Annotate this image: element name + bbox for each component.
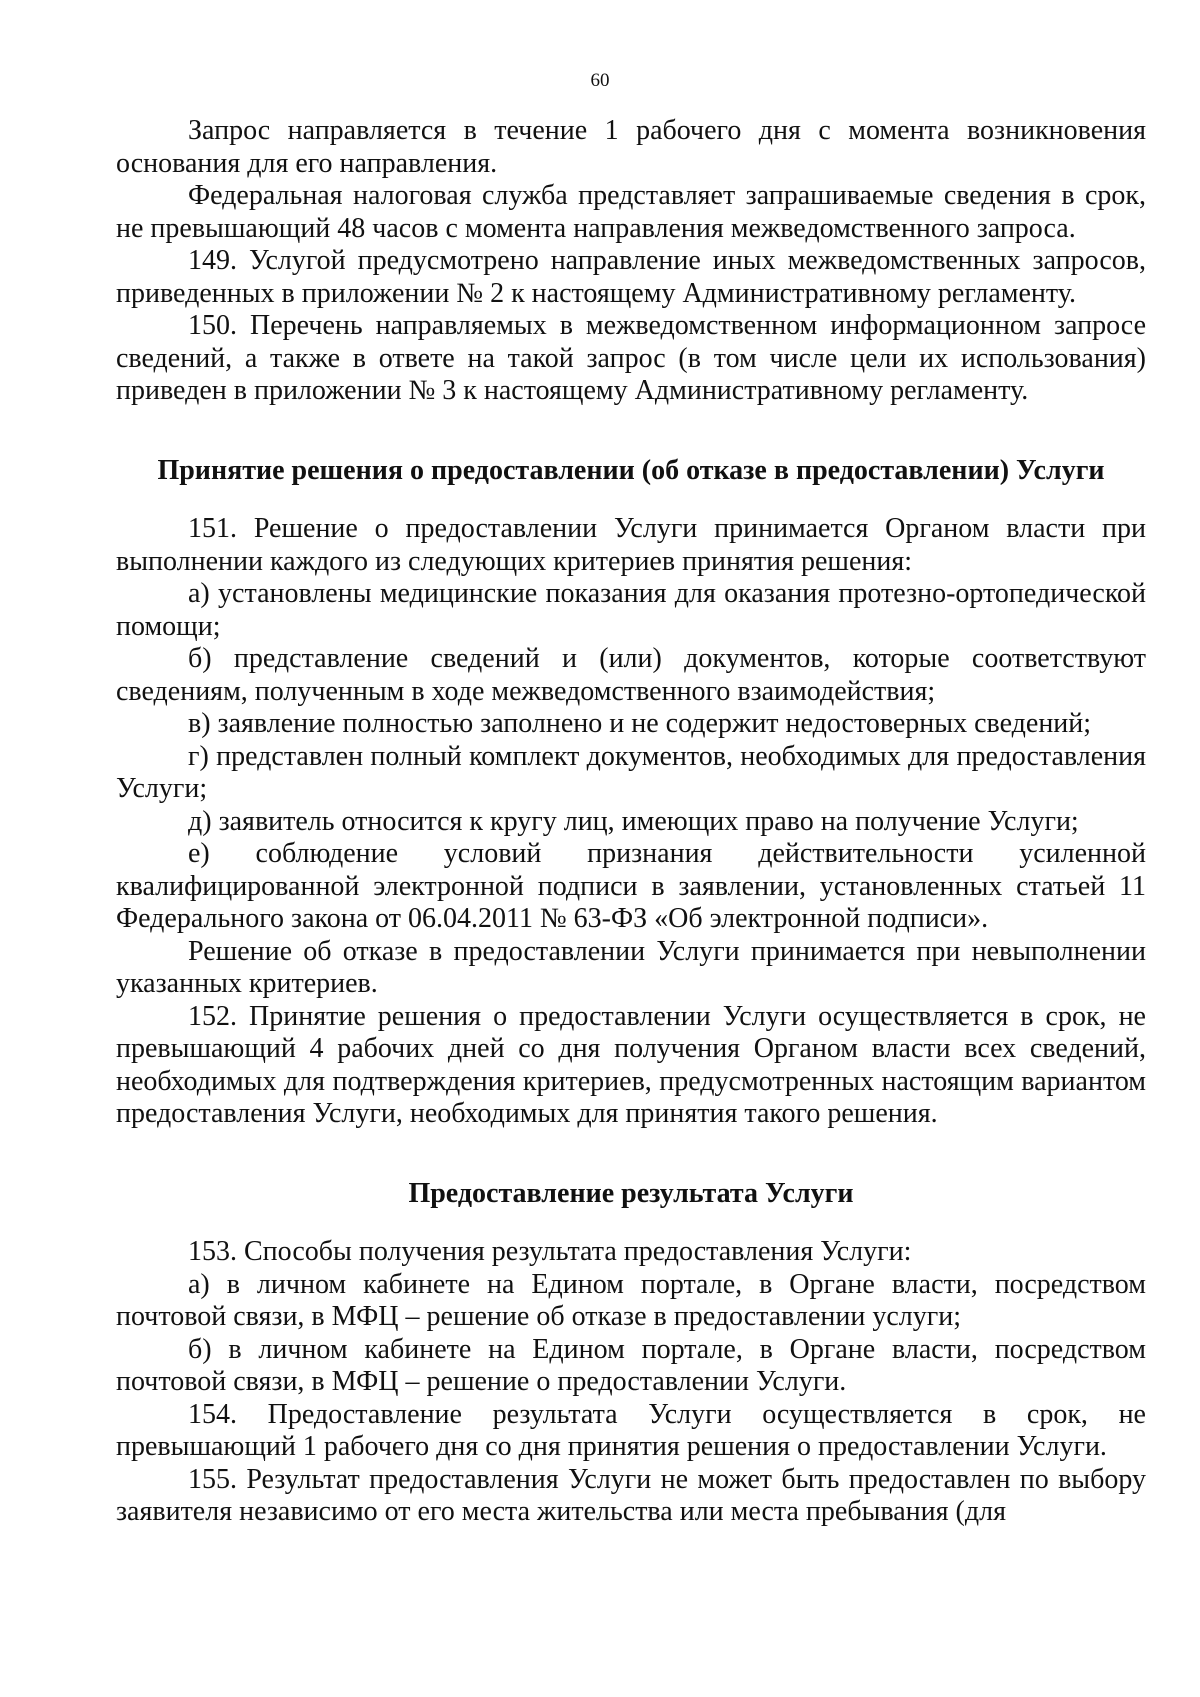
paragraph-149: 149. Услугой предусмотрено направление иных межведомственных запросов, приведенных в приложении № 2 к настоящему Административному регламенту. (116, 245, 1146, 309)
page-number: 60 (590, 70, 610, 91)
paragraph: Федеральная налоговая служба представляет запрашиваемые сведения в срок, не превышающий 48 часов с момента направления межведомственного запроса. (116, 180, 1146, 244)
list-item-b: б) представление сведений и (или) документов, которые соответствуют сведениям, полученным в ходе межведомственного взаимодействия; (116, 643, 1146, 707)
list-item-e: е) соблюдение условий признания действительности усиленной квалифицированной электронной подписи в заявлении, установленных статьей 11 Федерального закона от 06.04.2011 № 63-ФЗ «Об электронной подписи». (116, 838, 1146, 934)
list-item-g: г) представлен полный комплект документов, необходимых для предоставления Услуги; (116, 740, 1146, 804)
paragraph: Запрос направляется в течение 1 рабочего дня с момента возникновения основания для его направления. (116, 115, 1146, 179)
section-heading-result: Предоставление результата Услуги (408, 1177, 854, 1209)
paragraph-155: 155. Результат предоставления Услуги не может быть предоставлен по выбору заявителя независимо от его места жительства или места пребывания (для (116, 1463, 1146, 1527)
list-item-b: б) в личном кабинете на Едином портале, в Органе власти, посредством почтовой связи, в МФЦ – решение о предоставлении Услуги. (116, 1333, 1146, 1397)
paragraph-154: 154. Предоставление результата Услуги осуществляется в срок, не превышающий 1 рабочего дня со дня принятия решения о предоставлении Услуги. (116, 1398, 1146, 1462)
paragraph-153: 153. Способы получения результата предоставления Услуги: (188, 1236, 912, 1267)
paragraph-150: 150. Перечень направляемых в межведомственном информационном запросе сведений, а также в ответе на такой запрос (в том числе цели их использования) приведен в приложении № 3 к настоящему Административному регламенту. (116, 310, 1146, 406)
paragraph: Решение об отказе в предоставлении Услуги принимается при невыполнении указанных критериев. (116, 935, 1146, 999)
paragraph-151: 151. Решение о предоставлении Услуги принимается Органом власти при выполнении каждого из следующих критериев принятия решения: (116, 513, 1146, 577)
list-item-v: в) заявление полностью заполнено и не содержит недостоверных сведений; (188, 708, 1092, 739)
document-body (116, 115, 1146, 1529)
list-item-d: д) заявитель относится к кругу лиц, имеющих право на получение Услуги; (188, 805, 1079, 837)
list-item-a: а) в личном кабинете на Едином портале, в Органе власти, посредством почтовой связи, в МФЦ – решение об отказе в предоставлении услуги; (116, 1268, 1146, 1332)
list-item-a: а) установлены медицинские показания для оказания протезно-ортопедической помощи; (116, 578, 1146, 642)
paragraph-152: 152. Принятие решения о предоставлении Услуги осуществляется в срок, не превышающий 4 рабочих дней со дня получения Органом власти всех сведений, необходимых для подтверждения критериев, предусмотренных настоящим вариантом предоставления Услуги, необходимых для принятия такого решения. (116, 1000, 1146, 1129)
section-heading-decision: Принятие решения о предоставлении (об отказе в предоставлении) Услуги (157, 454, 1105, 486)
